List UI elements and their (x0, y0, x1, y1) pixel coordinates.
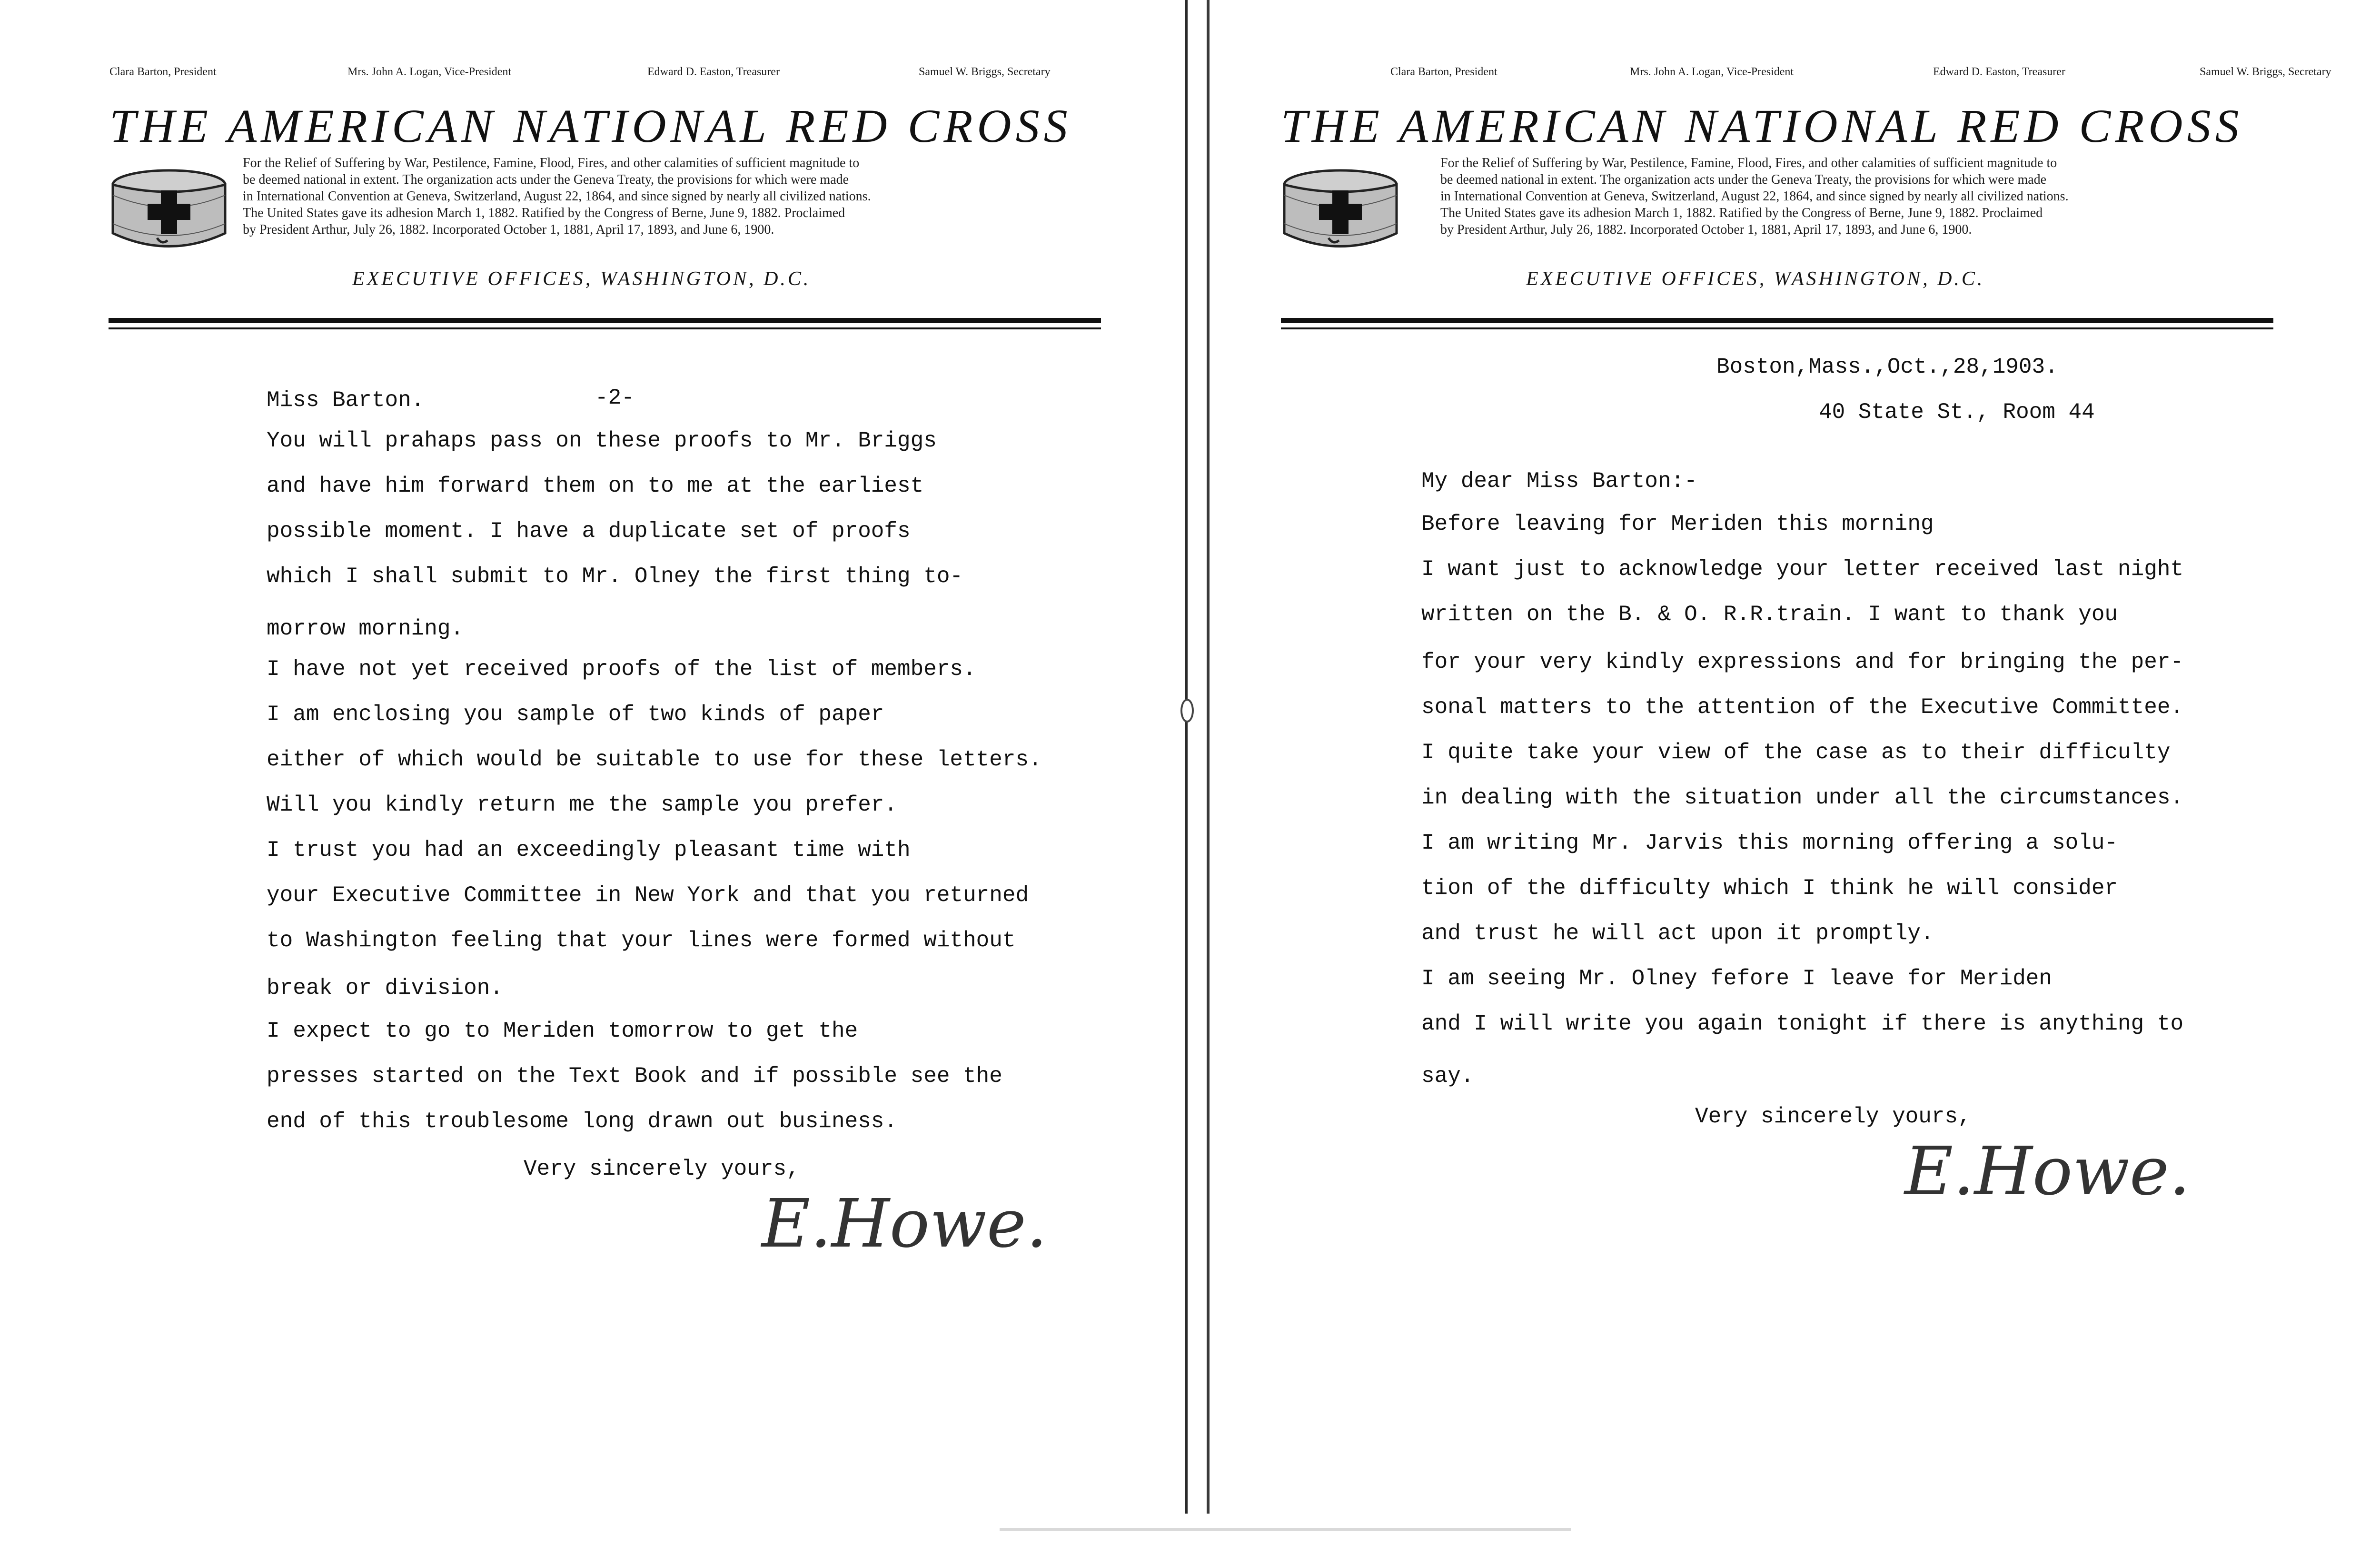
salutation: Miss Barton. (267, 388, 425, 413)
closing: Very sincerely yours, (1695, 1104, 1971, 1129)
charter-line: by President Arthur, July 26, 1882. Incorporated October 1, 1881, April 17, 1893, and June 6, 1900. (1440, 222, 1972, 237)
organization-title: THE AMERICAN NATIONAL RED CROSS (109, 99, 1072, 152)
officer-treasurer: Edward D. Easton, Treasurer (647, 66, 780, 78)
officers-row (1319, 66, 2331, 89)
letter-line: I have not yet received proofs of the list of members. (267, 657, 976, 682)
salutation: My dear Miss Barton:- (1421, 469, 1697, 494)
officers-row (109, 66, 1100, 89)
street-address: 40 State St., Room 44 (1819, 400, 2095, 425)
charter-line: The United States gave its adhesion March 1, 1882. Ratified by the Congress of Berne, June 9, 1882. Proclaimed (1440, 206, 2043, 220)
letter-line: in dealing with the situation under all the circumstances. (1421, 785, 2184, 810)
charter-line: For the Relief of Suffering by War, Pestilence, Famine, Flood, Fires, and other calamities of sufficient magnitude to (243, 156, 860, 170)
letter-line: I quite take your view of the case as to their difficulty (1421, 740, 2171, 765)
letter-line: tion of the difficulty which I think he will consider (1421, 876, 2118, 901)
letter-line: and have him forward them on to me at the earliest (267, 474, 924, 498)
signature: E.Howe. (762, 1185, 1048, 1263)
charter-line: For the Relief of Suffering by War, Pestilence, Famine, Flood, Fires, and other calamities of sufficient magnitude to (1440, 156, 2057, 170)
letter-line: written on the B. & O. R.R.train. I want to thank you (1421, 602, 2118, 627)
letter-line: sonal matters to the attention of the Executive Committee. (1421, 695, 2184, 720)
charter-line: by President Arthur, July 26, 1882. Incorporated October 1, 1881, April 17, 1893, and June 6, 1900. (243, 222, 774, 237)
binder-ring-icon (1180, 699, 1194, 723)
page-number: -2- (595, 386, 635, 410)
header-rule-thick (109, 318, 1101, 323)
charter-line: be deemed national in extent. The organization acts under the Geneva Treaty, the provisions for which were made (243, 172, 849, 187)
charter-line: The United States gave its adhesion March 1, 1882. Ratified by the Congress of Berne, June 9, 1882. Proclaimed (243, 206, 845, 220)
letter-line: I am writing Mr. Jarvis this morning offering a solu- (1421, 831, 2118, 855)
letter-line: and I will write you again tonight if there is anything to (1421, 1011, 2184, 1036)
header-rule-thin (1281, 327, 2273, 329)
officer-secretary: Samuel W. Briggs, Secretary (919, 66, 1051, 78)
letter-line: say. (1421, 1064, 1474, 1089)
letter-line: I am seeing Mr. Olney fefore I leave for Meriden (1421, 966, 2053, 991)
letter-line: I am enclosing you sample of two kinds of paper (267, 702, 884, 727)
letter-line: to Washington feeling that your lines were formed without (267, 928, 1016, 953)
letter-line: possible moment. I have a duplicate set of proofs (267, 519, 911, 544)
letter-line: Before leaving for Meriden this morning (1421, 512, 1934, 536)
officer-vice-president: Mrs. John A. Logan, Vice-President (1630, 66, 1794, 78)
closing: Very sincerely yours, (524, 1157, 800, 1181)
charter-line: in International Convention at Geneva, Switzerland, August 22, 1864, and since signed by nearly all civilized nations. (1440, 189, 2069, 204)
letter-line: and trust he will act upon it promptly. (1421, 921, 1934, 946)
scan-bottom-margin (0, 1514, 2380, 1555)
letter-line: Will you kindly return me the sample you prefer. (267, 792, 898, 817)
letter-line: morrow morning. (267, 616, 464, 641)
charter-text (1440, 155, 2297, 238)
letter-line: I want just to acknowledge your letter received last night (1421, 557, 2184, 582)
letter-page-right (1207, 0, 2380, 1514)
header-rule-thick (1281, 318, 2273, 323)
charter-text (243, 155, 1100, 238)
letter-line: presses started on the Text Book and if possible see the (267, 1064, 1002, 1089)
letter-line: end of this troublesome long drawn out business. (267, 1109, 898, 1134)
officer-president: Clara Barton, President (1390, 66, 1497, 78)
letter-line: I expect to go to Meriden tomorrow to get the (267, 1019, 858, 1043)
charter-line: be deemed national in extent. The organization acts under the Geneva Treaty, the provisions for which were made (1440, 172, 2047, 187)
letter-line: You will prahaps pass on these proofs to Mr. Briggs (267, 428, 937, 453)
letter-line: your Executive Committee in New York and that you returned (267, 883, 1029, 908)
officer-president: Clara Barton, President (109, 66, 217, 78)
officer-vice-president: Mrs. John A. Logan, Vice-President (347, 66, 512, 78)
officer-secretary: Samuel W. Briggs, Secretary (2200, 66, 2331, 78)
officer-treasurer: Edward D. Easton, Treasurer (1933, 66, 2065, 78)
scan-edge-shadow (1000, 1528, 1571, 1531)
letter-line: which I shall submit to Mr. Olney the first thing to- (267, 564, 963, 589)
letter-line: either of which would be suitable to use for these letters. (267, 747, 1042, 772)
executive-offices: EXECUTIVE OFFICES, WASHINGTON, D.C. (352, 268, 811, 290)
letter-page-left (0, 0, 1188, 1514)
executive-offices: EXECUTIVE OFFICES, WASHINGTON, D.C. (1526, 268, 1985, 290)
header-rule-thin (109, 327, 1101, 329)
place-date: Boston,Mass.,Oct.,28,1903. (1716, 355, 2058, 379)
letter-line: break or division. (267, 976, 503, 1000)
red-cross-emblem-icon (109, 162, 228, 257)
signature: E.Howe. (1904, 1133, 2191, 1210)
letter-line: I trust you had an exceedingly pleasant time with (267, 838, 911, 862)
red-cross-emblem-icon (1281, 162, 1400, 257)
charter-line: in International Convention at Geneva, Switzerland, August 22, 1864, and since signed by nearly all civilized nations. (243, 189, 871, 204)
organization-title: THE AMERICAN NATIONAL RED CROSS (1281, 99, 2243, 152)
letter-line: for your very kindly expressions and for bringing the per- (1421, 650, 2184, 674)
